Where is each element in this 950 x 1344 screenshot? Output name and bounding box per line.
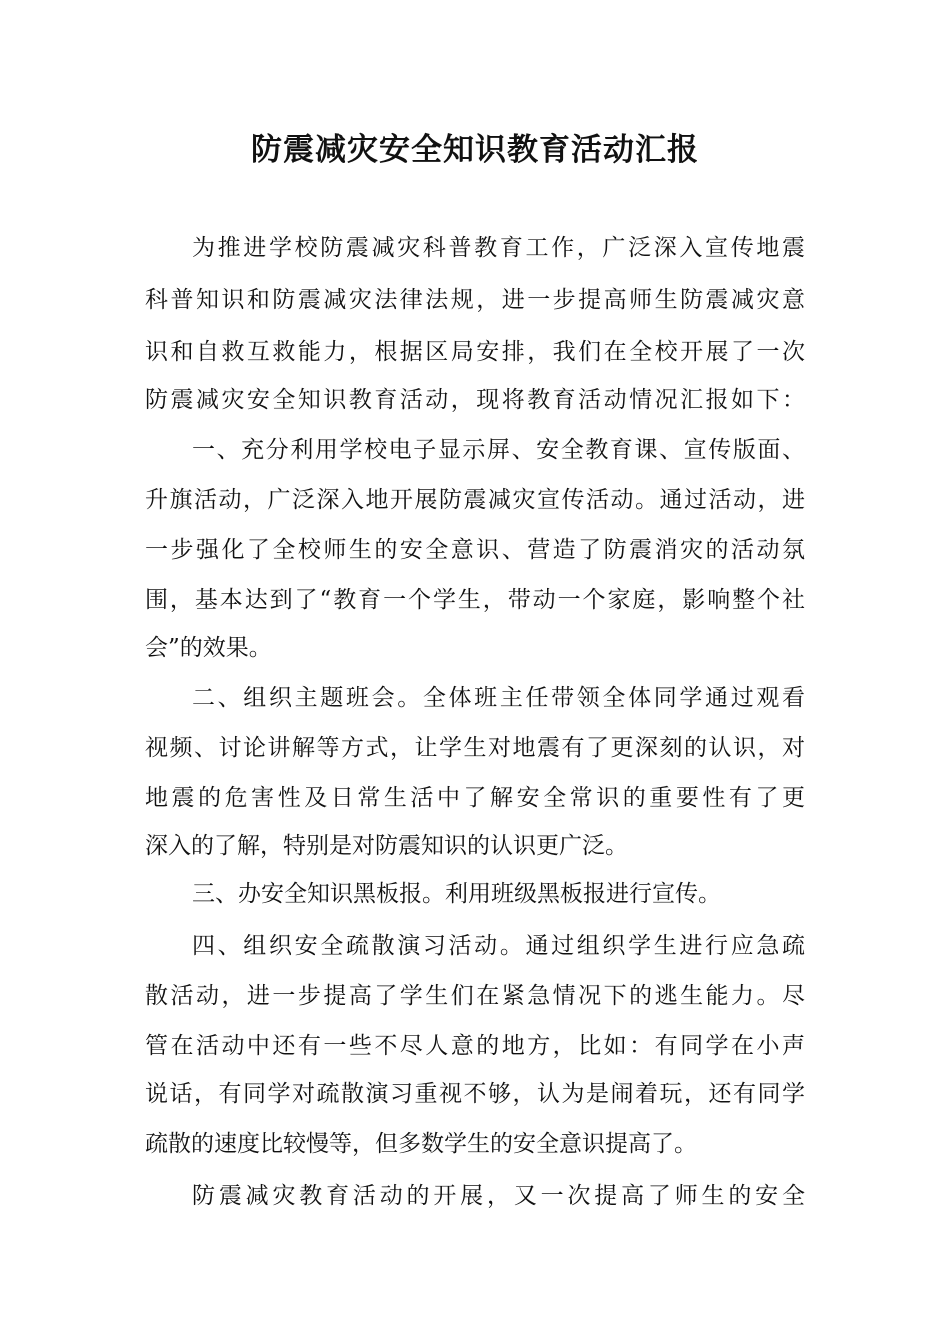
- paragraph-2-line-3: 一步强化了全校师生的安全意识、营造了防震消灾的活动氛: [145, 537, 805, 563]
- paragraph-3-line-2: 视频、讨论讲解等方式，让学生对地震有了更深刻的认识，对: [145, 735, 805, 761]
- paragraph-4-line-1: 三、办安全知识黑板报。利用班级黑板报进行宣传。: [192, 881, 721, 907]
- paragraph-1-line-4: 防震减灾安全知识教育活动，现将教育活动情况汇报如下：: [145, 387, 805, 413]
- paragraph-5-line-5: 疏散的速度比较慢等，但多数学生的安全意识提高了。: [145, 1131, 697, 1157]
- paragraph-1-line-2: 科普知识和防震减灾法律法规，进一步提高师生防震减灾意: [145, 287, 805, 313]
- paragraph-3-line-4: 深入的了解，特别是对防震知识的认识更广泛。: [145, 833, 628, 859]
- paragraph-5-line-3: 管在活动中还有一些不尽人意的地方，比如：有同学在小声: [145, 1033, 805, 1059]
- paragraph-5-line-1: 四、组织安全疏散演习活动。通过组织学生进行应急疏: [192, 933, 805, 959]
- paragraph-3-line-1: 二、组织主题班会。全体班主任带领全体同学通过观看: [192, 685, 805, 711]
- document-title: 防震减灾安全知识教育活动汇报: [251, 132, 699, 168]
- paragraph-5-line-4: 说话，有同学对疏散演习重视不够，认为是闹着玩，还有同学: [145, 1081, 805, 1107]
- paragraph-1-line-1: 为推进学校防震减灾科普教育工作，广泛深入宣传地震: [192, 235, 805, 261]
- paragraph-2-line-4: 围，基本达到了“教育一个学生，带动一个家庭，影响整个社: [145, 587, 805, 613]
- paragraph-2-line-1: 一、充分利用学校电子显示屏、安全教育课、宣传版面、: [192, 437, 805, 463]
- paragraph-2-line-5: 会”的效果。: [145, 635, 272, 661]
- paragraph-3-line-3: 地震的危害性及日常生活中了解安全常识的重要性有了更: [145, 785, 805, 811]
- paragraph-2-line-2: 升旗活动，广泛深入地开展防震减灾宣传活动。通过活动，进: [145, 487, 805, 513]
- paragraph-6-line-1: 防震减灾教育活动的开展，又一次提高了师生的安全: [192, 1183, 805, 1209]
- paragraph-5-line-2: 散活动，进一步提高了学生们在紧急情况下的逃生能力。尽: [145, 983, 805, 1009]
- paragraph-1-line-3: 识和自救互救能力，根据区局安排，我们在全校开展了一次: [145, 339, 805, 365]
